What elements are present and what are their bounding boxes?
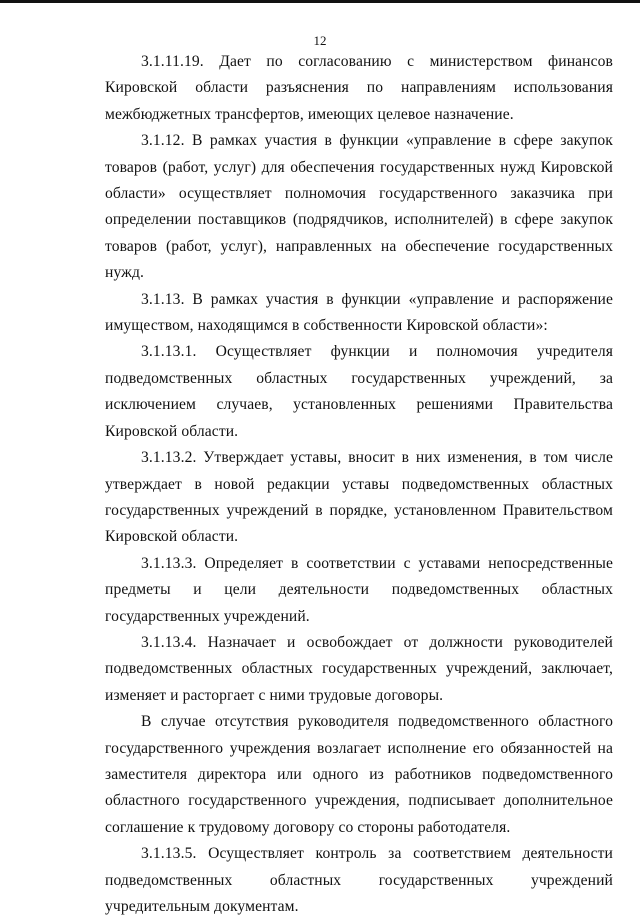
paragraph-3-1-13-2: 3.1.13.2. Утверждает уставы, вносит в них изменения, в том числе утверждает в новой редакции уставы подведомственных областных государственных учреждений в порядке, установленном Правительством Кировской области.: [105, 449, 613, 546]
paragraph-3-1-12: 3.1.12. В рамках участия в функции «управление в сфере закупок товаров (работ, услуг) для обеспечения государственных нужд Кировской области» осуществляет полномочия государственного заказчика при определении поставщиков (подрядчиков, исполнителей) в сфере закупок товаров (работ, услуг), направленных на обеспечение государственных нужд.: [105, 132, 613, 282]
page-number: 12: [313, 33, 327, 48]
paragraph-3-1-13-5: 3.1.13.5. Осуществляет контроль за соответствием деятельности подведомственных областных государственных учреждений учредительным документам.: [105, 845, 613, 915]
paragraph-absence-of-director: В случае отсутствия руководителя подведомственного областного государственного учреждения возлагает исполнение его обязанностей на заместителя директора или одного из работников подведомственного областного государственного учреждения, подписывает дополнительное соглашение к трудовому договору со стороны работодателя.: [105, 713, 613, 836]
top-border-line: [0, 0, 640, 3]
paragraph-3-1-13-4: 3.1.13.4. Назначает и освобождает от должности руководителей подведомственных областных государственных учреждений, заключает, изменяет и расторгает с ними трудовые договоры.: [105, 633, 613, 704]
paragraph-3-1-11-19: 3.1.11.19. Дает по согласованию с министерством финансов Кировской области разъяснения по направлениям использования межбюджетных трансфертов, имеющих целевое назначение.: [105, 53, 613, 123]
paragraph-3-1-13-3: 3.1.13.3. Определяет в соответствии с уставами непосредственные предметы и цели деятельности подведомственных областных государственных учреждений.: [105, 554, 613, 625]
document-body: [105, 49, 613, 920]
paragraph-3-1-13-1: 3.1.13.1. Осуществляет функции и полномочия учредителя подведомственных областных государственных учреждений, за исключением случаев, установленных решениями Правительства Кировской области.: [105, 343, 613, 440]
paragraph-3-1-13: 3.1.13. В рамках участия в функции «управление и распоряжение имуществом, находящимся в собственности Кировской области»:: [105, 290, 613, 335]
